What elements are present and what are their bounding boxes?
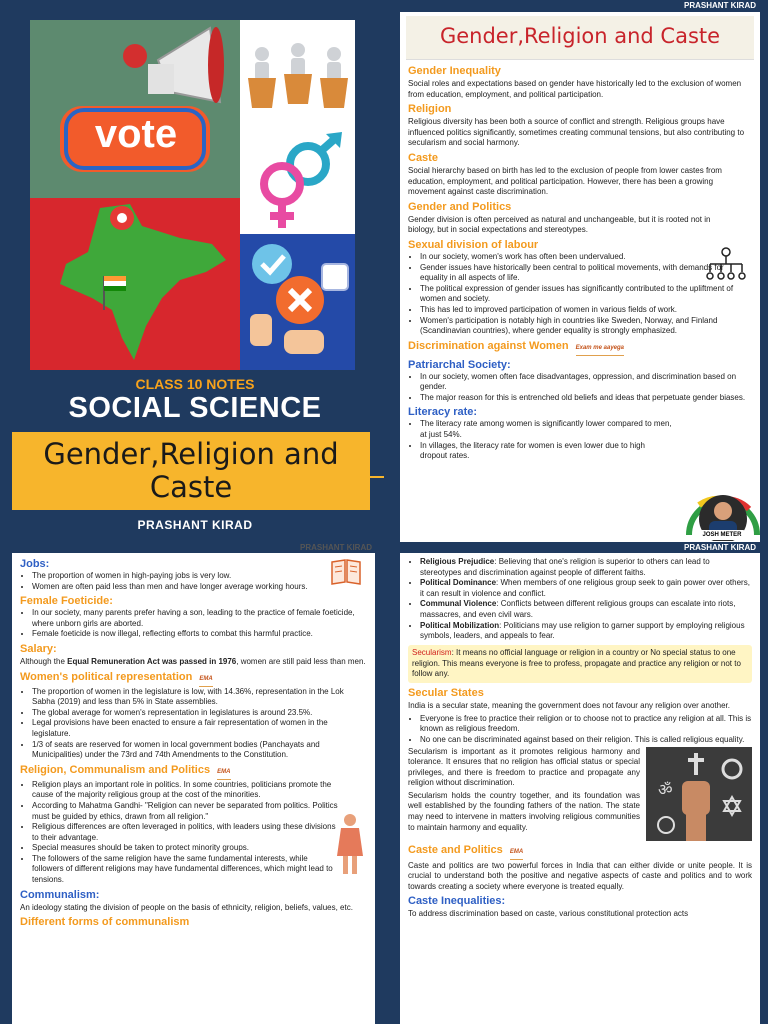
woman-figure-icon — [333, 812, 367, 878]
list-item: • According to Mahatma Gandhi- "Religion can never be separated from politics. Politics must be guided by ethics, drawn from all religion." — [32, 801, 339, 822]
list-item: • The major reason for this is entrenched old beliefs and ideas that perpetuate gender biases. — [420, 393, 752, 404]
communalism-list — [32, 780, 367, 886]
page3-content — [408, 557, 752, 922]
josh-meter-label: JOSH METER — [698, 530, 746, 540]
list-item: • Female foeticide is now illegal, reflecting efforts to combat this harmful practice. — [32, 629, 367, 640]
caste-politics-text: Caste and politics are two powerful forces in India that can either divide or unite people. It is crucial to understand both the positive and negative aspects of caste and politics and to work towards creating a society where everyone is treated equally. — [408, 860, 752, 891]
section-heading: Religion — [408, 103, 452, 116]
term: Religious Prejudice — [420, 557, 495, 566]
gender-symbol-image — [240, 130, 355, 234]
jobs-heading: Jobs: — [20, 558, 50, 570]
secularism-term: Secularism — [412, 647, 452, 657]
list-item: • Everyone is free to practice their religion or to choose not to practice any religion at all. This is known as religious freedom. — [420, 714, 752, 735]
secularism-definition-box — [408, 645, 752, 683]
salary-text — [20, 657, 367, 668]
literacy-list — [420, 419, 752, 461]
salary-text-bold: Equal Remuneration Act was passed in 1976 — [67, 656, 237, 666]
section-text: Social roles and expectations based on gender have historically led to the exclusion of women from education, employment, and political participation. — [408, 79, 742, 99]
list-item: • The global average for women's representation in legislatures is around 23.5%. — [32, 708, 367, 719]
labour-list — [420, 252, 752, 337]
patriarchal-heading: Patriarchal Society: — [408, 358, 511, 371]
caste-politics-heading — [408, 843, 752, 860]
list-item: • In villages, the literacy rate for women is even lower due to high dropout rates. — [420, 441, 672, 462]
communalism-def-heading: Communalism: — [20, 888, 100, 901]
page-header: PRASHANT KIRAD — [684, 543, 756, 552]
discrimination-heading — [408, 339, 752, 356]
ema-tag: EMA — [510, 845, 523, 860]
caste-politics-heading-text: Caste and Politics — [408, 843, 503, 856]
salary-heading: Salary: — [20, 642, 57, 655]
banner-accent-line — [370, 476, 384, 478]
subject-title: SOCIAL SCIENCE — [68, 392, 322, 424]
communalism-forms-list — [420, 557, 752, 642]
representation-heading-text: Women's political representation — [20, 670, 193, 683]
list-item — [420, 621, 752, 642]
ema-tag: EMA — [217, 765, 230, 780]
page2-content — [20, 555, 367, 929]
foeticide-heading: Female Foeticide: — [20, 595, 113, 608]
list-item: • The proportion of women in high-paying jobs is very low. — [32, 571, 367, 582]
section-heading: Gender and Politics — [408, 200, 512, 213]
page-title-box — [406, 16, 754, 60]
list-item: • 1/3 of seats are reserved for women in local government bodies (Panchayats and Municipalities) under the 73rd and 74th Amendments to the Constitution. — [32, 740, 367, 761]
communalism-def-text: An ideology stating the division of people on the basis of ethnicity, religion, beliefs, values, etc. — [20, 902, 353, 912]
salary-text-post: , women are still paid less than men. — [236, 656, 366, 666]
list-item: • The political expression of gender issues has significantly contributed to the upliftment of women and society. — [420, 284, 752, 305]
secular-states-heading: Secular States — [408, 687, 484, 700]
caste-inequalities-text: To address discrimination based on caste, various constitutional protection acts — [408, 909, 689, 919]
literacy-heading: Literacy rate: — [408, 406, 478, 419]
notes-page-2 — [12, 553, 375, 1024]
list-item: • No one can be discriminated against based on their religion. This is called religious equality. — [420, 735, 752, 746]
communalism-heading — [20, 763, 367, 780]
page1-content — [408, 62, 752, 463]
hierarchy-network-icon — [704, 244, 748, 288]
term-text: : Politicians may use religion to garner support by employing religious symbols, leaders, and appeals to fear. — [420, 620, 745, 641]
chapter-banner — [12, 432, 370, 510]
cover-panel — [0, 0, 390, 550]
secular-states-list — [420, 714, 752, 746]
banner-title-line1: Gender,Religion and — [43, 437, 339, 471]
list-item: • The followers of the same religion have the same fundamental interests, while followers of different religions may have fundamental differences, which might lead to tensions. — [32, 854, 339, 886]
discrimination-heading-text: Discrimination against Women — [408, 339, 569, 352]
list-item: • Legal provisions have been enacted to ensure a fair representation of women in the legislature. — [32, 718, 367, 739]
foeticide-list — [32, 608, 367, 640]
term: Political Mobilization — [420, 620, 500, 630]
list-item: • In our society, many parents prefer having a son, leading to the practice of female foeticide, where unborn girls are aborted. — [32, 608, 367, 629]
page-header: PRASHANT KIRAD — [300, 543, 372, 552]
list-item: • The literacy rate among women is significantly lower compared to men, at just 54%. — [420, 419, 672, 440]
salary-text-pre: Although the — [20, 656, 68, 666]
secularism-explanation — [408, 747, 752, 834]
notes-page-3 — [400, 553, 760, 1024]
banner-title-line2: Caste — [149, 470, 233, 504]
section-text: Religious diversity has been both a source of conflict and strength. Religious groups have influenced politics significantly, sometimes creating communal tensions, but also contributing to secularism and social harmony. — [408, 117, 745, 148]
representation-list — [32, 687, 367, 761]
secular-states-text: India is a secular state, meaning the government does not favour any religion over another. — [408, 701, 730, 711]
harmony-text: Secularism is important as it promotes religious harmony and tolerance. It ensures that no religion has official status or special privileges, and there is freedom to practice and propagate any religion without discrimination. — [408, 746, 640, 788]
term-text: : Believing that one's religion is superior to others can lead to stereotypes and discrimination against people of different faiths. — [420, 557, 710, 577]
page-header: PRASHANT KIRAD — [684, 1, 756, 10]
forms-heading: Different forms of communalism — [20, 916, 190, 929]
patriarchal-list — [420, 372, 752, 404]
caste-inequalities-heading: Caste Inequalities: — [408, 895, 506, 908]
section-heading: Caste — [408, 151, 438, 164]
list-item: • Women are often paid less than men and have longer average working hours. — [32, 582, 367, 593]
section-heading: Gender Inequality — [408, 65, 501, 77]
section-text: Social hierarchy based on birth has led to the exclusion of people from lower castes from education, employment, and political participation. However, there has been a growing movement against caste discrimination. — [408, 165, 722, 197]
debate-podium-image — [240, 20, 355, 130]
religious-symbols-fist-image — [646, 747, 752, 841]
labour-heading: Sexual division of labour — [408, 238, 539, 251]
list-item — [420, 557, 752, 578]
term-text: : When members of one religious group seek to gain power over others, it can result in violence and conflict. — [420, 578, 750, 598]
list-item: • Women's participation is notably high in countries like Sweden, Norway, and Finland (Scandinavian countries), where gender equality is strongly emphasized. — [420, 316, 752, 337]
exam-note: Exam me aayega — [576, 341, 624, 356]
page-title: Gender,Religion and Caste — [439, 24, 721, 48]
term: Political Dominance — [420, 578, 497, 588]
svg-text:ॐ: ॐ — [658, 779, 673, 799]
author-name: PRASHANT KIRAD — [137, 518, 253, 532]
list-item: • Religion plays an important role in politics. In some countries, politicians promote the cause of the majority religious group at the cost of the minorities. — [32, 780, 339, 801]
ema-tag: EMA — [199, 672, 212, 687]
class-label: CLASS 10 NOTES — [135, 376, 255, 392]
vote-choice-hands-image — [240, 234, 355, 370]
list-item: • Religious differences are often leveraged in politics, with leaders using these divisions to their advantage. — [32, 822, 339, 843]
representation-heading — [20, 670, 367, 687]
communalism-heading-text: Religion, Communalism and Politics — [20, 763, 211, 776]
list-item: • Special measures should be taken to protect minority groups. — [32, 843, 339, 854]
list-item: • Gender issues have historically been central to political movements, with demands for equality in all aspects of life. — [420, 263, 752, 284]
india-map-image — [30, 198, 240, 370]
section-text: Gender division is often perceived as natural and unchangeable, but it is rooted not in biology, but in social expectations and stereotypes. — [408, 214, 711, 235]
list-item — [420, 599, 752, 620]
list-item: • The proportion of women in the legislature is low, with 14.36%, representation in the Lok Sabha (2019) and less than 5% in State assemblies. — [32, 687, 367, 708]
jobs-list — [32, 571, 367, 592]
list-item: • This has led to improved participation of women in various fields of work. — [420, 305, 752, 316]
list-item — [420, 578, 752, 599]
vote-megaphone-image — [30, 20, 240, 198]
term-text: : Conflicts between different religious groups can escalate into riots, massacres, and even civil wars. — [420, 599, 736, 619]
term: Communal Violence — [420, 599, 497, 609]
vote-text: vote — [94, 112, 178, 156]
founding-text: Secularism holds the country together, and its foundation was well established by the founding fathers of the nation. The state may need to intervene in matters involving religious communities to maintain harmony and equality. — [408, 790, 640, 832]
list-item: • In our society, women often face disadvantages, oppression, and discrimination based on gender. — [420, 372, 752, 393]
list-item: • In our society, women's work has often been undervalued. — [420, 252, 752, 263]
secularism-text: : It means no official language or religion in a country or No special status to one religion. This means everyone is free to profess, propagate and practice any religion or not to follow any. — [412, 647, 741, 679]
book-icon — [330, 556, 362, 586]
